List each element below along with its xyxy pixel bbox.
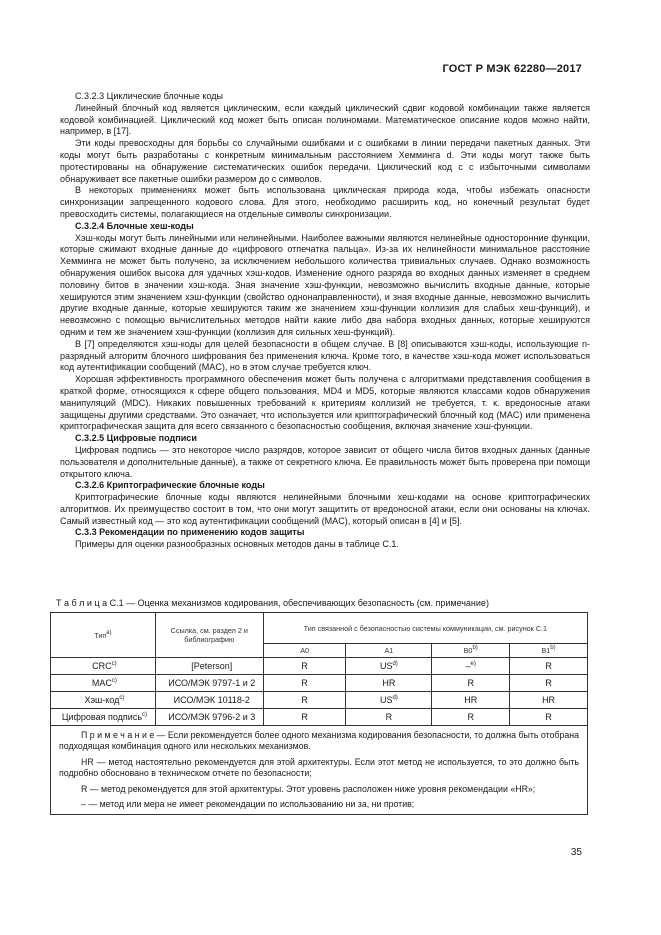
body-text xyxy=(60,91,590,551)
cell-a0: R xyxy=(263,675,346,692)
security-table xyxy=(50,612,588,815)
section-heading: С.3.2.5 Цифровые подписи xyxy=(75,433,197,444)
header-a0: A0 xyxy=(263,644,346,658)
header-ref: Ссылка, см. раздел 2 и библиографию xyxy=(155,613,263,658)
table-caption: Т а б л и ц а С.1 — Оценка механизмов кодирования, обеспечивающих безопасность (см. примечание) xyxy=(56,598,489,608)
header-b0: B0$^{b)}$ xyxy=(432,644,510,658)
cell-b1: R xyxy=(510,709,588,726)
table-notes xyxy=(51,726,588,815)
cell-ref: ИСО/МЭК 10118-2 xyxy=(155,692,263,709)
table-row xyxy=(51,709,588,726)
cell-a0: R xyxy=(263,658,346,675)
cell-b0: –$^{e)}$ xyxy=(432,658,510,675)
paragraph: Эти коды превосходны для борьбы со случайными ошибками и с ошибками в линии передачи пакетных данных. Эти коды могут быть разработаны с конкретным минимальным расстоянием Хемминга d. Эти коды могут также быть протестированы на обнаружение систематических ошибок передачи. Циклический код с с избыточными символами обнаруживает все пакетные ошибки размером до с символов. xyxy=(60,138,590,184)
cell-type: Цифровая подпись$^{c)}$ xyxy=(51,709,156,726)
header-a1: A1 xyxy=(346,644,432,658)
cell-a1: US$^{d)}$ xyxy=(346,692,432,709)
cell-type: MAC$^{c)}$ xyxy=(51,675,156,692)
section-heading: С.3.2.3 Циклические блочные коды xyxy=(75,91,224,101)
cell-b1: R xyxy=(510,658,588,675)
header-type: Тип$^{a)}$ xyxy=(51,613,156,658)
cell-b1: HR xyxy=(510,692,588,709)
table-row xyxy=(51,658,588,675)
section-heading: С.3.2.4 Блочные хеш-коды xyxy=(75,220,194,231)
cell-ref: [Peterson] xyxy=(155,658,263,675)
cell-a1: US$^{d)}$ xyxy=(346,658,432,675)
paragraph: Криптографические блочные коды являются нелинейными блочными хеш-кодами на основе криптографических алгоритмов. Их преимущество состоит в том, что они могут защитить от вредоносной атаки, если они основаны на ключах. Самый известный код — это код аутентификации сообщений (MAC), который описан в [4] и [5]. xyxy=(60,492,590,526)
table-header-row xyxy=(51,613,588,644)
paragraph: Хорошая эффективность программного обеспечения может быть получена с алгоритмами представления сообщения в краткой форме, относящихся к сфере общего пользования, MD4 и MD5, которые являются классами кодов обнаружения манипуляций (MDC). Никаких повышенных требований к критериям коллизий не требуется, т. к. вредоносные атаки защищены другими средствами. Это означает, что используется или криптографический блочный код (MAC) или применена криптографическая защита для всего связанного с безопасностью сообщения, включая значение хэш-функции. xyxy=(60,374,590,432)
table-row xyxy=(51,675,588,692)
cell-ref: ИСО/МЭК 9796-2 и 3 xyxy=(155,709,263,726)
note-dash: – — метод или мера не имеет рекомендации по использованию ни за, ни против; xyxy=(81,799,415,810)
note-hr: HR — метод настоятельно рекомендуется для этой архитектуры. Если этот метод не используется, то это должно быть подробно обосновано в техническом отчете по безопасности; xyxy=(59,756,579,779)
cell-ref: ИСО/МЭК 9797-1 и 2 xyxy=(155,675,263,692)
cell-b1: R xyxy=(510,675,588,692)
note-r: R — метод рекомендуется для этой архитектуры. Этот уровень расположен ниже уровня рекомендации «HR»; xyxy=(81,783,536,794)
cell-a0: R xyxy=(263,709,346,726)
paragraph: Линейный блочный код является циклическим, если каждый циклический сдвиг кодовой комбинации также является кодовой комбинацией. Циклический код может быть описан полиномами. Математическое описание кодов можно найти, например, в [17]. xyxy=(60,102,590,137)
header-b1: B1$^{b)}$ xyxy=(510,644,588,658)
cell-a1: HR xyxy=(346,675,432,692)
cell-type: Хэш-код$^{c)}$ xyxy=(51,692,156,709)
cell-b0: HR xyxy=(432,692,510,709)
paragraph: Цифровая подпись — это некоторое число разрядов, которое зависит от общего числа битов входных данных (данные пользователя и дополнительные данные), а также от секретного ключа. Ее правильность может быть проверена при помощи открытого ключа. xyxy=(60,444,590,479)
cell-type: CRC$^{c)}$ xyxy=(51,658,156,675)
table-notes-row xyxy=(51,726,588,815)
page-number: 35 xyxy=(570,847,582,858)
cell-b0: R xyxy=(432,709,510,726)
section-heading: С.3.3 Рекомендации по применению кодов защиты xyxy=(75,527,305,538)
cell-a1: R xyxy=(346,709,432,726)
paragraph: В [7] определяются хэш-коды для целей безопасности в общем случае. В [8] описываются хэш-коды, использующие n-разрядный алгоритм блочного шифрования без применения ключа. Кроме того, в качестве хэш-кода может использоваться код аутентификации сообщений (MAC), но в этом случае требуется ключ. xyxy=(60,338,590,373)
section-heading: С.3.2.6 Криптографические блочные коды xyxy=(75,480,265,491)
cell-a0: R xyxy=(263,692,346,709)
table-row xyxy=(51,692,588,709)
note-general: П р и м е ч а н и е — Если рекомендуется более одного механизма кодирования безопасности, то должна быть отобрана подходящая комбинация одного или нескольких механизмов. xyxy=(59,730,579,752)
header-group: Тип связанной с безопасностью системы коммуникации, см. рисунок С.1 xyxy=(263,613,587,644)
paragraph: Хэш-коды могут быть линейными или нелинейными. Наиболее важными являются нелинейные односторонние функции, которые сжимают входные данные до «цифрового отпечатка пальца». Из-за их нелинейности минимальное расстояние Хемминга не может быть получено, за исключением небольшого количества тривиальных случаев. Однако возможность обнаружения ошибок высока для удачных хэш-кодов. Изменение одного разряда во входных данных изменяет в среднем половину битов в значении хэш-кода. Зная значение хэш-функции, невозможно вычислить входные данные, которые хешируются этим значением хэш-функции (свойство однонаправленности), и зная входные данные, невозможно вычислить другие входные данные, которые хешируются таким же значением хэш-функции коллизия для слабых хеш-функций), и невозможно с помощью вычислительных методов найти какие либо два набора входных данных, которые хешируются одним и тем же значением хэш-функции (коллизия для сильных хеш-функций). xyxy=(60,232,590,337)
cell-b0: R xyxy=(432,675,510,692)
document-header: ГОСТ Р МЭК 62280—2017 xyxy=(442,63,582,75)
paragraph: В некоторых применениях может быть использована циклическая природа кода, чтобы избежать опасности синхронизации запрещенного кодового слова. Для этого, необходимо расширить код, но конечный результат будет превосходить системы, полагающиеся на отдельные символы синхронизации. xyxy=(60,185,590,219)
paragraph: Примеры для оценки разнообразных основных методов даны в таблице С.1. xyxy=(75,539,399,550)
